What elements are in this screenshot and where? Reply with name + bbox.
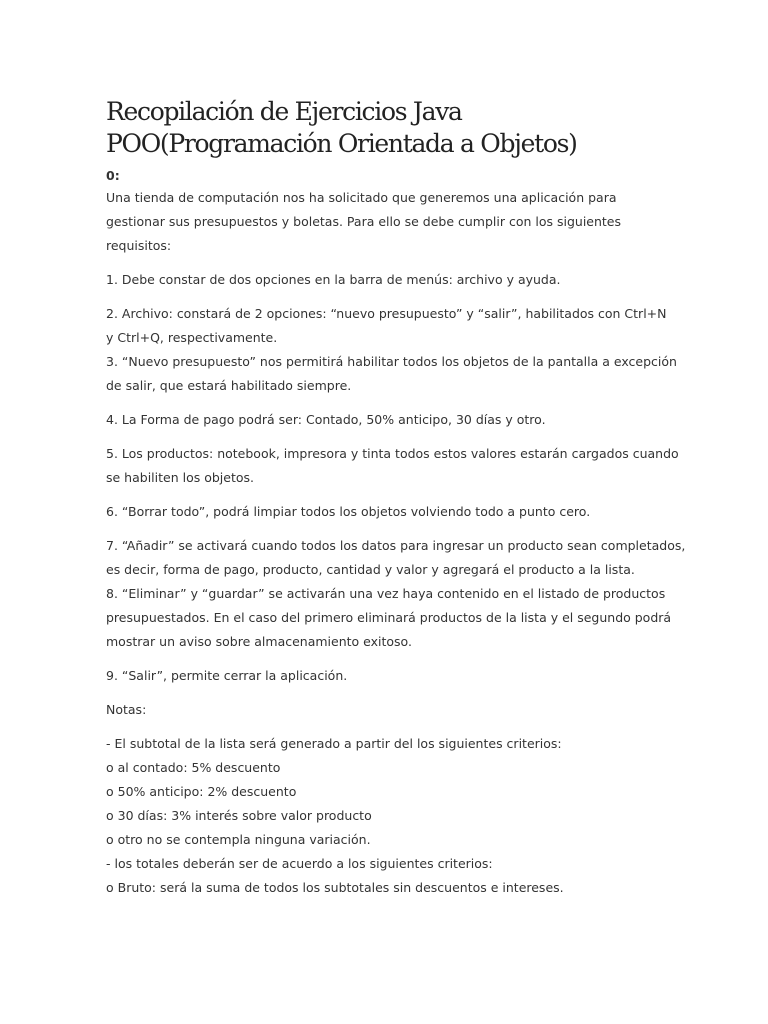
requirement-8 (106, 582, 726, 654)
requirement-5 (106, 442, 726, 490)
section-heading: 0: (106, 168, 120, 183)
text-line: 9. “Salir”, permite cerrar la aplicación. (106, 668, 348, 683)
text-line: o 30 días: 3% interés sobre valor producto (106, 808, 372, 823)
requirement-9 (106, 664, 726, 688)
document-title (106, 96, 726, 160)
title-line: Recopilación de Ejercicios Java (106, 97, 462, 126)
text-line: presupuestados. En el caso del primero eliminará productos de la lista y el segundo podrá (106, 610, 672, 625)
text-line: Una tienda de computación nos ha solicitado que generemos una aplicación para (106, 190, 617, 205)
document-body (106, 166, 726, 910)
requirement-1 (106, 268, 726, 292)
text-line: se habiliten los objetos. (106, 470, 254, 485)
text-line: 5. Los productos: notebook, impresora y tinta todos estos valores estarán cargados cuando (106, 446, 679, 461)
text-line: gestionar sus presupuestos y boletas. Para ello se debe cumplir con los siguientes (106, 214, 622, 229)
text-line: es decir, forma de pago, producto, cantidad y valor y agregará el producto a la lista. (106, 562, 635, 577)
text-line: o al contado: 5% descuento (106, 760, 281, 775)
intro-paragraph (106, 186, 726, 258)
text-line: - El subtotal de la lista será generado a partir del los siguientes criterios: (106, 736, 562, 751)
text-line: requisitos: (106, 238, 172, 253)
text-line: 7. “Añadir” se activará cuando todos los datos para ingresar un producto sean completados, (106, 538, 686, 553)
text-line: 4. La Forma de pago podrá ser: Contado, 50% anticipo, 30 días y otro. (106, 412, 546, 427)
text-line: Notas: (106, 702, 147, 717)
requirement-7 (106, 534, 726, 582)
text-line: 6. “Borrar todo”, podrá limpiar todos los objetos volviendo todo a punto cero. (106, 504, 591, 519)
notes-label (106, 698, 726, 722)
requirement-4 (106, 408, 726, 432)
text-line: - los totales deberán ser de acuerdo a los siguientes criterios: (106, 856, 493, 871)
text-line: o Bruto: será la suma de todos los subtotales sin descuentos e intereses. (106, 880, 564, 895)
requirement-6 (106, 500, 726, 524)
text-line: 8. “Eliminar” y “guardar” se activarán una vez haya contenido en el listado de productos (106, 586, 666, 601)
text-line: 1. Debe constar de dos opciones en la barra de menús: archivo y ayuda. (106, 272, 561, 287)
notes-list (106, 732, 726, 900)
requirement-3 (106, 350, 726, 398)
title-line: POO(Programación Orientada a Objetos) (106, 129, 577, 158)
text-line: de salir, que estará habilitado siempre. (106, 378, 352, 393)
text-line: o otro no se contempla ninguna variación. (106, 832, 371, 847)
requirement-2 (106, 302, 726, 350)
text-line: 3. “Nuevo presupuesto” nos permitirá habilitar todos los objetos de la pantalla a excepción (106, 354, 677, 369)
text-line: mostrar un aviso sobre almacenamiento exitoso. (106, 634, 412, 649)
text-line: 2. Archivo: constará de 2 opciones: “nuevo presupuesto” y “salir”, habilitados con Ctrl+N (106, 306, 667, 321)
text-line: o 50% anticipo: 2% descuento (106, 784, 297, 799)
text-line: y Ctrl+Q, respectivamente. (106, 330, 278, 345)
